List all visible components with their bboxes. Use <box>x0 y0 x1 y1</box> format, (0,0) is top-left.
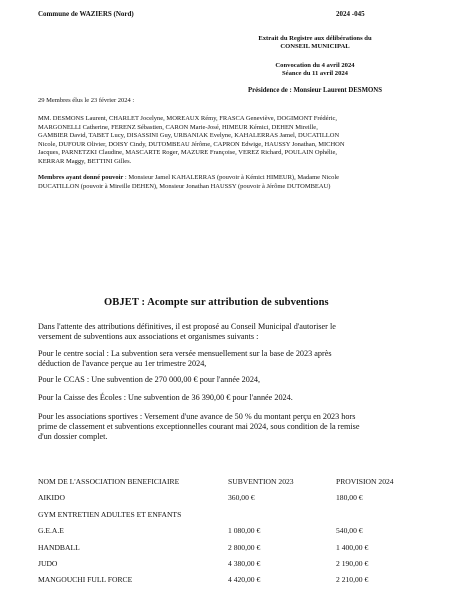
row-name: HANDBALL <box>38 543 80 552</box>
paragraph-line: prime de classement et subventions exceptionnelles courant mai 2024, sous condition de la remise <box>38 422 360 432</box>
proxy-line: DUCATILLON (pouvoir à Mireille DEHEN), Monsieur Jonathan HAUSSY (pouvoir à Jérôme DUTOMBEAU) <box>38 182 331 190</box>
paragraph-line: versement de subventions aux associations et organismes suivants : <box>38 332 259 342</box>
proxy-line <box>38 174 339 183</box>
row-2024: 540,00 € <box>336 526 363 535</box>
elected-members: 29 Membres élus le 23 février 2024 : <box>38 97 135 104</box>
convocation-date: Convocation du 4 avril 2024 <box>275 62 355 69</box>
present-line: Nicole, DUFOUR Olivier, DOISY Cindy, DUTOMBEAU Jérôme, CAPRON Edwige, HAUSSY Jonathan, MICHON <box>38 140 345 148</box>
paragraph-line: Pour le centre social : La subvention sera versée mensuellement sur la base de 2023 après <box>38 349 332 358</box>
table-header-2024: PROVISION 2024 <box>336 477 394 486</box>
paragraph-ccas: Pour le CCAS : Une subvention de 270 000,00 € pour l'année 2024, <box>38 375 261 384</box>
row-2023: 1 080,00 € <box>228 526 261 535</box>
row-2024: 1 400,00 € <box>336 543 369 552</box>
row-2023: 2 800,00 € <box>228 543 261 552</box>
proxy-text: : Monsieur Jamel KAHALERRAS (pouvoir à Kémici HIMEUR), Madame Nicole <box>123 174 340 181</box>
row-2024: 180,00 € <box>336 493 363 502</box>
presidency: Présidence de : Monsieur Laurent DESMONS <box>248 87 382 94</box>
paragraph-line: d'un dossier complet. <box>38 432 108 442</box>
paragraph-line: Dans l'attente des attributions définitives, il est proposé au Conseil Municipal d'autoriser le <box>38 322 336 331</box>
present-line: KERRAR Maggy, BETTINI Gilles. <box>38 157 132 165</box>
row-2023: 4 420,00 € <box>228 575 261 584</box>
table-header-name: NOM DE L'ASSOCIATION BENEFICIAIRE <box>38 477 180 486</box>
paragraph-line: déduction de l'avance perçue au 1er trimestre 2024, <box>38 359 207 369</box>
row-2023: 360,00 € <box>228 493 255 502</box>
deliberation-number: 2024 -045 <box>336 10 365 18</box>
row-name: G.E.A.E <box>38 526 64 535</box>
present-line: MM. DESMONS Laurent, CHARLET Jocelyne, MOREAUX Rémy, FRASCA Geneviève, DOGIMONT Frédéric, <box>38 115 338 122</box>
paragraph-intro <box>38 322 420 342</box>
present-line: GAMBIER David, TABET Lucy, DISASSINI Guy, URBANIAK Evelyne, KAHALERRAS Jamel, DUCATILLON <box>38 132 340 139</box>
paragraph-school-fund: Pour la Caisse des Écoles : Une subvention de 36 390,00 € pour l'année 2024. <box>38 393 293 402</box>
row-name: MANGOUCHI FULL FORCE <box>38 575 133 584</box>
table-header-2023: SUBVENTION 2023 <box>228 477 294 486</box>
row-2023: 4 380,00 € <box>228 559 261 568</box>
paragraph-social-center <box>38 349 420 369</box>
council-title: CONSEIL MUNICIPAL <box>280 43 350 50</box>
present-line: MARGONELLI Catherine, FERENZ Sébastien, CARON Marie-José, HIMEUR Kémici, DEHEN Mireille, <box>38 123 318 131</box>
present-line: Jacques, PARNETZKI Claudine, MASCARTE Roger, MAZURE Françoise, VEREZ Richard, POULAIN Ophélie, <box>38 149 338 156</box>
paragraph-sports <box>38 412 420 443</box>
paragraph-line: Pour les associations sportives : Versement d'une avance de 50 % du montant perçu en 2023 hors <box>38 412 356 421</box>
proxy-label: Membres ayant donné pouvoir <box>38 174 124 181</box>
extract-title: Extrait du Registre aux délibérations du <box>258 35 372 42</box>
row-name: JUDO <box>38 559 58 568</box>
commune-name: Commune de WAZIERS (Nord) <box>38 10 134 18</box>
row-2024: 2 210,00 € <box>336 575 369 584</box>
row-name: GYM ENTRETIEN ADULTES ET ENFANTS <box>38 510 182 519</box>
session-date: Séance du 11 avril 2024 <box>282 70 348 77</box>
row-2024: 2 190,00 € <box>336 559 369 568</box>
row-name: AIKIDO <box>38 493 65 502</box>
subject-title: OBJET : Acompte sur attribution de subventions <box>104 297 329 308</box>
